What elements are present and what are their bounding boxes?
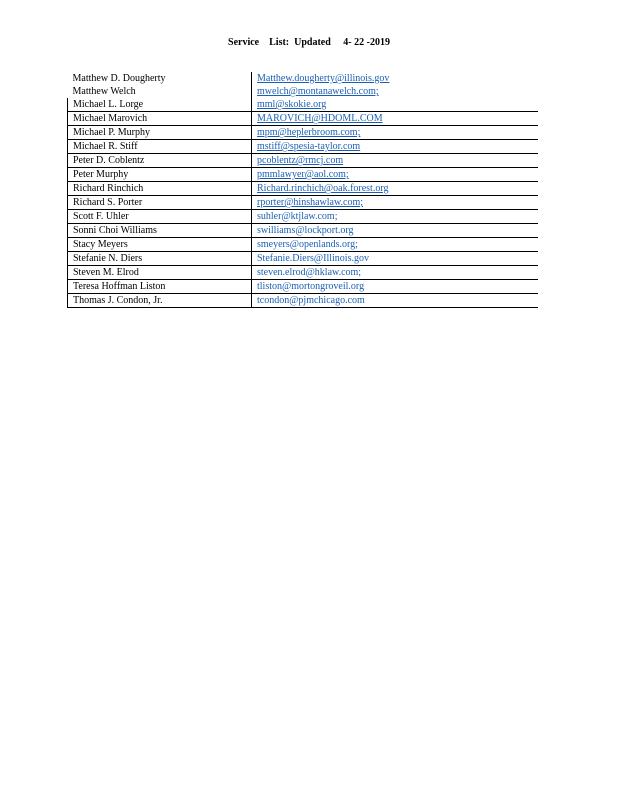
table-row (68, 294, 539, 308)
table-row (68, 280, 539, 294)
contact-email-cell (252, 98, 539, 112)
contact-email-cell (252, 224, 539, 238)
table-row (68, 126, 539, 140)
table-row (68, 85, 539, 98)
contact-email-link[interactable]: Matthew.dougherty@illinois.gov (257, 73, 390, 84)
contact-email-cell (252, 294, 539, 308)
table-row (68, 252, 539, 266)
contact-name: Richard Rinchich (68, 182, 252, 196)
service-list-table (67, 72, 538, 308)
contact-email-text: tcondon@pjmchicago.com (257, 295, 365, 306)
contact-name: Matthew D. Dougherty (68, 72, 252, 85)
contact-email-cell (252, 168, 539, 182)
table-row (68, 98, 539, 112)
contact-email-cell (252, 238, 539, 252)
contact-name: Sonni Choi Williams (68, 224, 252, 238)
contact-email-link[interactable]: mwelch@montanawelch.com; (257, 86, 379, 97)
contact-name: Teresa Hoffman Liston (68, 280, 252, 294)
contact-email-cell (252, 196, 539, 210)
table-row (68, 168, 539, 182)
contact-name: Peter Murphy (68, 168, 252, 182)
contact-email-cell (252, 182, 539, 196)
contact-email-cell (252, 85, 539, 98)
contact-email-cell (252, 112, 539, 126)
table-row (68, 210, 539, 224)
contact-email-cell (252, 126, 539, 140)
contact-email-link[interactable]: rporter@hinshawlaw.com; (257, 197, 364, 208)
table-row (68, 266, 539, 280)
contact-email-cell (252, 72, 539, 85)
contact-name: Scott F. Uhler (68, 210, 252, 224)
contact-email-text: smeyers@openlands.org; (257, 239, 358, 250)
contact-email-text: swilliams@lockport.org (257, 225, 354, 236)
contact-email-link[interactable]: MAROVICH@HDOML.COM (257, 113, 383, 124)
table-row (68, 72, 539, 85)
table-row (68, 238, 539, 252)
contact-name: Richard S. Porter (68, 196, 252, 210)
contact-email-link[interactable]: mml@skokie.org (257, 99, 327, 110)
contact-name: Michael L. Lorge (68, 98, 252, 112)
contact-email-cell (252, 280, 539, 294)
contact-name: Steven M. Elrod (68, 266, 252, 280)
contact-name: Thomas J. Condon, Jr. (68, 294, 252, 308)
table-row (68, 182, 539, 196)
contact-email-link[interactable]: pcoblentz@rmcj.com (257, 155, 344, 166)
table-row (68, 140, 539, 154)
contact-email-link[interactable]: pmmlawyer@aol.com; (257, 169, 349, 180)
contact-email-cell (252, 154, 539, 168)
table-row (68, 112, 539, 126)
contact-email-link[interactable]: mpm@heplerbroom.com; (257, 127, 361, 138)
contact-name: Michael P. Murphy (68, 126, 252, 140)
contact-name: Michael Marovich (68, 112, 252, 126)
contact-name: Stefanie N. Diers (68, 252, 252, 266)
contact-email-cell (252, 210, 539, 224)
contact-email-cell (252, 266, 539, 280)
contact-email-link[interactable]: mstiff@spesia-taylor.com (257, 141, 361, 152)
contact-name: Peter D. Coblentz (68, 154, 252, 168)
page-title: Service List: Updated 4- 22 -2019 (228, 37, 390, 48)
contact-email-cell (252, 252, 539, 266)
contact-name: Michael R. Stiff (68, 140, 252, 154)
contact-email-text: suhler@ktjlaw.com; (257, 211, 338, 222)
table-row (68, 196, 539, 210)
contact-email-text: tliston@mortongroveil.org (257, 281, 365, 292)
table-row (68, 224, 539, 238)
contact-name: Matthew Welch (68, 85, 252, 98)
contact-name: Stacy Meyers (68, 238, 252, 252)
contact-email-text: Stefanie.Diers@Illinois.gov (257, 253, 369, 264)
table-row (68, 154, 539, 168)
contact-email-cell (252, 140, 539, 154)
contact-email-link[interactable]: Richard.rinchich@oak.forest.org (257, 183, 389, 194)
contact-email-text: steven.elrod@hklaw.com; (257, 267, 362, 278)
